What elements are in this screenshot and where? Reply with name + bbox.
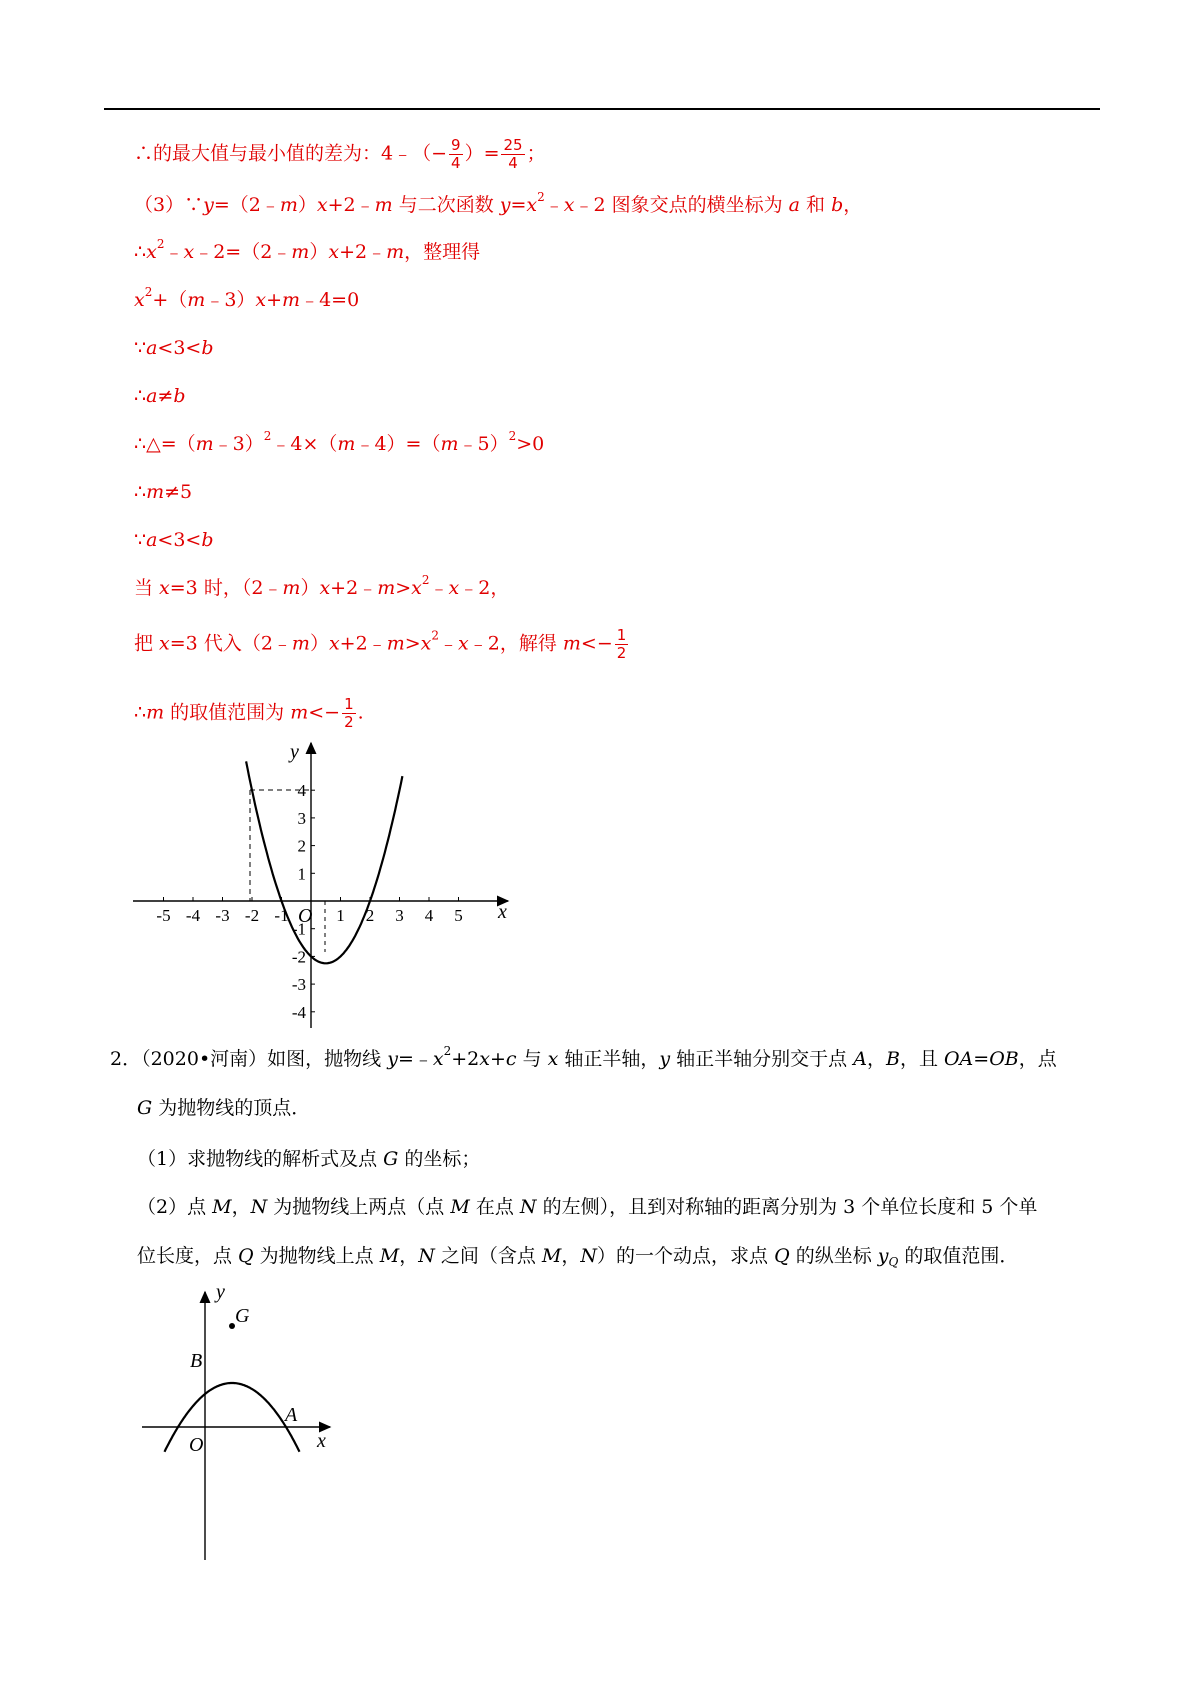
parabola-curve bbox=[165, 1383, 300, 1452]
x-axis-label: x bbox=[317, 1430, 326, 1452]
origin-label: O bbox=[189, 1434, 204, 1456]
fraction: $\frac{9}{4}$ bbox=[451, 136, 461, 172]
solution-line-1: ∴的最大值与最小值的差为：4﹣（− $\frac{9}{4}$ ）= $\frac{25}{4}$ ； bbox=[134, 136, 546, 172]
question-2-part-2-line-2: 位长度，点 Q 为抛物线上点 M，N 之间（含点 M，N）的一个动点，求点 Q 的纵坐标 $y_Q$ 的取值范围． bbox=[137, 1245, 1019, 1269]
solution-line-11: 把 x=3 代入$(2﹣m)x+2﹣m>x^2﹣x﹣2$，解得 m<− $\frac{1}{2}$ bbox=[134, 626, 627, 662]
fraction: $\frac{25}{4}$ bbox=[503, 136, 523, 172]
x-axis-label: x bbox=[498, 901, 507, 923]
solution-line-7: ∴△=（m﹣3）$^2$﹣4×（m﹣4）=（m﹣5）$^2$>0 bbox=[134, 429, 545, 455]
parabola-curve bbox=[246, 761, 402, 963]
question-2-part-2-line-1: （2）点 M，N 为抛物线上两点（点 M 在点 N 的左侧），且到对称轴的距离分别为 3 个单位长度和 5 个单 bbox=[137, 1196, 1038, 1218]
fraction: $\frac{1}{2}$ bbox=[616, 626, 627, 662]
x-tick-label: -4 bbox=[185, 906, 201, 925]
y-axis-label: y bbox=[216, 1281, 225, 1303]
y-tick-label: 2 bbox=[297, 836, 306, 856]
y-tick-label: -3 bbox=[291, 975, 306, 995]
x-tick-label: 2 bbox=[365, 906, 375, 925]
solution-line-8: ∴m≠5 bbox=[134, 481, 193, 503]
x-tick-label: -1 bbox=[274, 906, 289, 925]
origin-label: O bbox=[298, 905, 313, 927]
point-a-label: A bbox=[285, 1404, 298, 1426]
x-tick-label: -2 bbox=[244, 906, 260, 925]
solution-line-2: （3）∵y=（2﹣m）x+2﹣m 与二次函数 $y=x^2﹣x﹣2$ 图象交点的横坐标为 a 和 b， bbox=[134, 190, 863, 216]
y-tick-label: 3 bbox=[297, 808, 306, 828]
x-tick-label: 5 bbox=[454, 906, 463, 925]
x-tick-label: -5 bbox=[156, 906, 171, 925]
parabola-graph-1 bbox=[125, 735, 525, 1035]
question-2-part-1: （1）求抛物线的解析式及点 G 的坐标； bbox=[137, 1148, 481, 1170]
x-tick-label: 1 bbox=[336, 906, 345, 925]
y-tick-label: -1 bbox=[291, 919, 306, 939]
y-tick-label: -4 bbox=[291, 1002, 306, 1022]
parabola-graph-2 bbox=[130, 1280, 360, 1570]
y-axis-label: y bbox=[290, 741, 299, 763]
solution-line-9: ∵a<3<b bbox=[134, 529, 214, 551]
y-tick-label: -2 bbox=[291, 947, 306, 967]
solution-line-5: ∵a<3<b bbox=[134, 337, 214, 359]
point-g-label: G bbox=[235, 1305, 250, 1327]
x-tick-label: -3 bbox=[215, 906, 230, 925]
y-tick-label: 4 bbox=[297, 781, 306, 801]
x-tick-label: 4 bbox=[424, 906, 434, 925]
y-tick-label: 1 bbox=[297, 864, 306, 884]
solution-line-10: 当 x=3 时，$(2﹣m)x+2﹣m>x^2﹣x﹣2$， bbox=[134, 573, 510, 599]
question-2-line-1: 2．（2020•河南）如图，抛物线 $y=﹣x^2+2x+c$ 与 x 轴正半轴，y 轴正半轴分别交于点 A，B，且 OA=OB，点 bbox=[110, 1044, 1057, 1070]
header-rule bbox=[104, 108, 1100, 110]
question-2-line-2: G 为抛物线的顶点． bbox=[137, 1097, 311, 1119]
solution-line-4: $x^2+(m﹣3)x+m﹣4=0$ bbox=[134, 285, 360, 311]
solution-line-3: $\therefore x^2﹣x﹣2=(2﹣m)x+2﹣m$，整理得 bbox=[134, 237, 481, 263]
x-tick-label: 3 bbox=[395, 906, 404, 925]
fraction: $\frac{1}{2}$ bbox=[344, 695, 354, 731]
solution-line-6: ∴a≠b bbox=[134, 385, 186, 407]
solution-line-12: ∴m 的取值范围为 m<− $\frac{1}{2}$ . bbox=[134, 695, 364, 731]
point-b-label: B bbox=[190, 1350, 203, 1372]
